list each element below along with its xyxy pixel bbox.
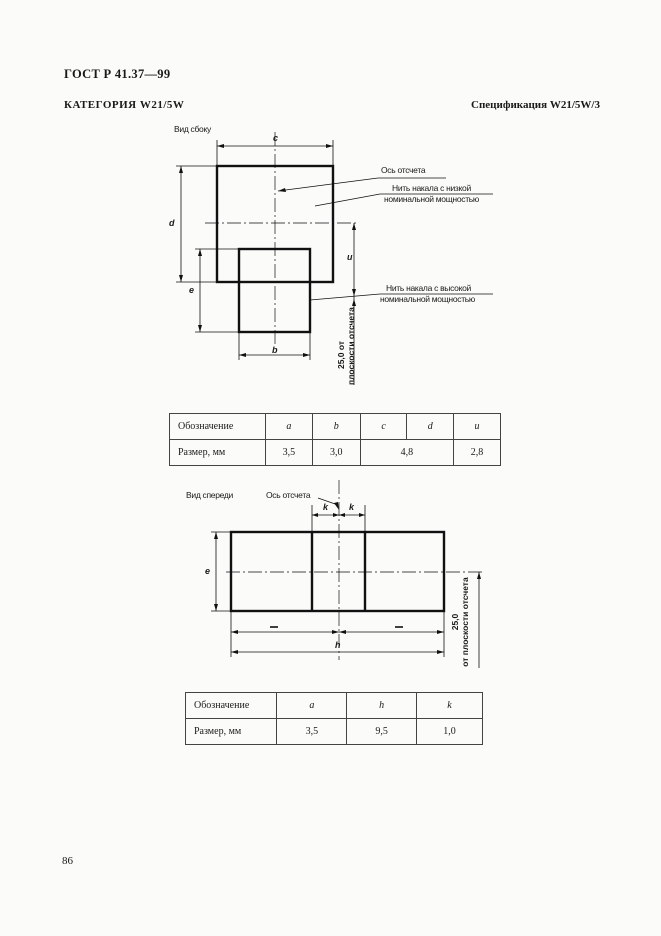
side-dim-u: u <box>347 252 353 262</box>
size-header: Размер, мм <box>186 719 277 745</box>
side-view-title: Вид сбоку <box>174 124 211 134</box>
front-dim-e: e <box>205 566 211 576</box>
front-view-title: Вид спереди <box>186 490 233 500</box>
category-title: КАТЕГОРИЯ W21/5W <box>64 99 185 111</box>
front-dim-h: h <box>335 640 341 650</box>
value-cell: 9,5 <box>347 719 417 745</box>
symbol-cell: h <box>347 693 417 719</box>
front-dim-k-right: k <box>349 502 355 512</box>
table-row <box>186 693 483 719</box>
symbol-cell: b <box>312 414 360 440</box>
front-dim-k-left: k <box>323 502 329 512</box>
value-cell: 2,8 <box>454 440 501 466</box>
table-row <box>186 719 483 745</box>
front-reference-plane-note: 25,0 от плоскости отсчета <box>450 577 470 667</box>
specification-title: Спецификация W21/5W/3 <box>471 99 600 111</box>
symbol-cell: k <box>416 693 482 719</box>
high-filament-label: Нить накала с высокой номинальной мощностью <box>380 283 475 304</box>
side-dim-c: c <box>273 133 279 143</box>
side-reference-plane-note: 25,0 от плоскости отсчета <box>336 307 356 385</box>
front-reference-axis-label: Ось отсчета <box>266 490 311 500</box>
designation-header: Обозначение <box>170 414 266 440</box>
symbol-cell: a <box>277 693 347 719</box>
standard-number: ГОСТ Р 41.37—99 <box>64 67 171 81</box>
front-view-dimension-table <box>185 692 483 745</box>
size-header: Размер, мм <box>170 440 266 466</box>
symbol-cell: d <box>407 414 454 440</box>
value-cell: 3,0 <box>312 440 360 466</box>
side-dim-b: b <box>272 345 278 355</box>
value-cell: 3,5 <box>265 440 312 466</box>
side-dim-e: e <box>189 285 195 295</box>
filament-front <box>231 532 444 611</box>
symbol-cell: c <box>360 414 407 440</box>
side-dim-d: d <box>169 218 175 228</box>
value-cell: 3,5 <box>277 719 347 745</box>
low-filament-label: Нить накала с низкой номинальной мощностью <box>384 183 479 204</box>
value-cell: 4,8 <box>360 440 453 466</box>
designation-header: Обозначение <box>186 693 277 719</box>
symbol-cell: u <box>454 414 501 440</box>
value-cell: 1,0 <box>416 719 482 745</box>
symbol-cell: a <box>265 414 312 440</box>
page-number: 86 <box>62 855 73 867</box>
side-reference-axis-label: Ось отсчета <box>381 165 426 175</box>
